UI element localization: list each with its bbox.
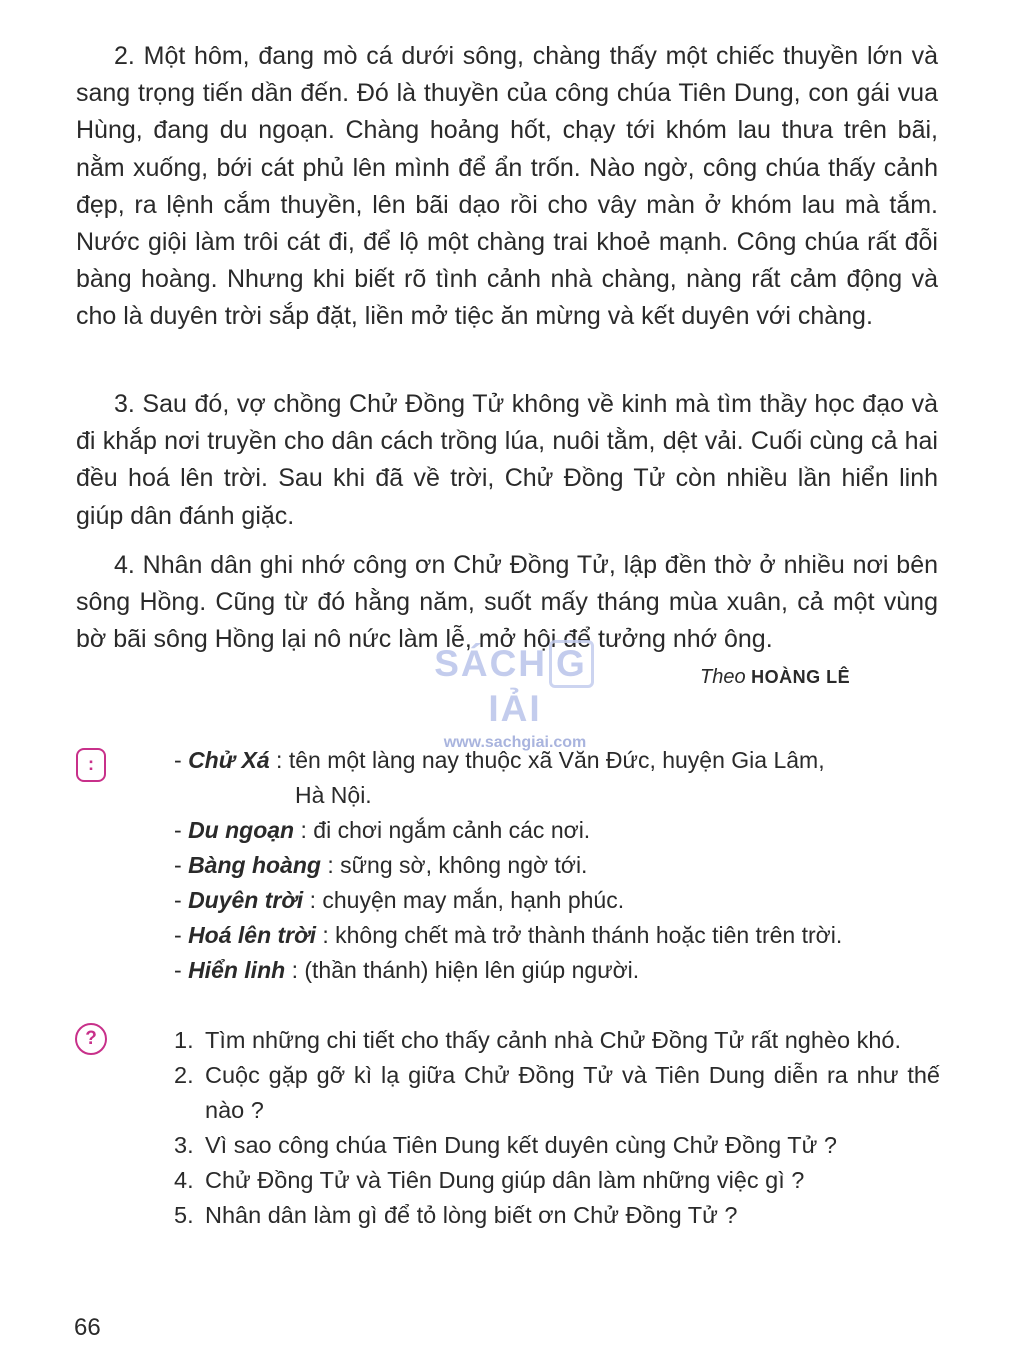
page-number: 66 bbox=[74, 1314, 101, 1341]
glossary-definition: (thần thánh) hiện lên giúp người. bbox=[304, 957, 640, 983]
glossary-item: - Hiển linh : (thần thánh) hiện lên giúp người. bbox=[174, 957, 640, 983]
glossary-term: Bàng hoàng bbox=[188, 852, 321, 878]
paragraph-text: 2. Một hôm, đang mò cá dưới sông, chàng thấy một chiếc thuyền lớn và sang trọng tiến dần đến. Đó là thuyền của công chúa Tiên Dung, con gái vua Hùng, đang du ngoạn. Chàng hoảng hốt, chạy tới khóm lau thưa trên bãi, nằm xuống, bới cát phủ lên mình để ẩn trốn. Nào ngờ, công chúa thấy cảnh đẹp, ra lệnh cắm thuyền, lên bãi dạo rồi cho vây màn ở khóm lau mà tắm. Nước giội làm trôi cát đi, để lộ một chàng trai khoẻ mạnh. Công chúa rất đỗi bàng hoàng. Nhưng khi biết rõ tình cảnh nhà chàng, nàng rất cảm động và cho là duyên trời sắp đặt, liền mở tiệc ăn mừng và kết duyên với chàng. bbox=[76, 42, 938, 331]
question-text: Vì sao công chúa Tiên Dung kết duyên cùng Chử Đồng Tử ? bbox=[205, 1132, 837, 1158]
glossary-term: Hiển linh bbox=[188, 957, 286, 983]
glossary-term: Duyên trời bbox=[188, 887, 304, 913]
watermark bbox=[410, 640, 620, 752]
question-text: Nhân dân làm gì để tỏ lòng biết ơn Chử Đồng Tử ? bbox=[205, 1202, 738, 1228]
glossary-definition: đi chơi ngắm cảnh các nơi. bbox=[313, 817, 591, 843]
question-icon: ? bbox=[75, 1023, 107, 1055]
glossary-item: - Hoá lên trời : không chết mà trở thành thánh hoặc tiên trên trời. bbox=[174, 922, 843, 948]
question-text: Tìm những chi tiết cho thấy cảnh nhà Chử Đồng Tử rất nghèo khó. bbox=[205, 1027, 902, 1053]
question-text: Cuộc gặp gỡ kì lạ giữa Chử Đồng Tử và Tiên Dung diễn ra như thế nào ? bbox=[205, 1062, 940, 1123]
question-number: 2. bbox=[174, 1062, 194, 1088]
question-item bbox=[174, 1163, 940, 1198]
watermark-logo-g: G bbox=[549, 640, 594, 688]
question-number: 1. bbox=[174, 1027, 194, 1053]
question-number: 3. bbox=[174, 1132, 194, 1158]
watermark-url: www.sachgiai.com bbox=[443, 734, 587, 751]
glossary-definition: tên một làng nay thuộc xã Văn Đức, huyện Gia Lâm, bbox=[288, 747, 825, 773]
question-text: Chử Đồng Tử và Tiên Dung giúp dân làm những việc gì ? bbox=[205, 1167, 805, 1193]
question-item bbox=[174, 1128, 940, 1163]
question-number: 5. bbox=[174, 1202, 194, 1228]
glossary-item: - Bàng hoàng : sững sờ, không ngờ tới. bbox=[174, 852, 588, 878]
paragraph-text: 3. Sau đó, vợ chồng Chử Đồng Tử không về kinh mà tìm thầy học đạo và đi khắp nơi truyền cho dân cách trồng lúa, nuôi tằm, dệt vải. Cuối cùng cả hai đều hoá lên trời. Sau khi đã về trời, Chử Đồng Tử còn nhiều lần hiển linh giúp dân đánh giặc. bbox=[76, 390, 938, 530]
credit-author: HOÀNG LÊ bbox=[751, 667, 851, 687]
story-paragraph-3 bbox=[76, 386, 938, 535]
questions-list bbox=[174, 1023, 940, 1233]
story-paragraph-2 bbox=[76, 38, 938, 336]
question-item bbox=[174, 1198, 940, 1233]
glossary-term: Du ngoạn bbox=[188, 817, 295, 843]
question-number: 4. bbox=[174, 1167, 194, 1193]
author-credit bbox=[700, 666, 850, 689]
glossary-definition: không chết mà trở thành thánh hoặc tiên trên trời. bbox=[335, 922, 843, 948]
glossary-definition: chuyện may mắn, hạnh phúc. bbox=[322, 887, 625, 913]
glossary-icon: : bbox=[76, 748, 106, 782]
glossary-item: - Duyên trời : chuyện may mắn, hạnh phúc. bbox=[174, 887, 625, 913]
watermark-logo bbox=[410, 640, 620, 730]
glossary-list bbox=[174, 743, 940, 988]
question-item bbox=[174, 1058, 940, 1128]
watermark-logo-left: SÁCH bbox=[434, 643, 548, 684]
glossary-item: - Chử Xá : tên một làng nay thuộc xã Văn Đức, huyện Gia Lâm, Hà Nội. bbox=[174, 743, 940, 813]
paragraph-text: 4. Nhân dân ghi nhớ công ơn Chử Đồng Tử, lập đền thờ ở nhiều nơi bên sông Hồng. Cũng từ đó hằng năm, suốt mấy tháng mùa xuân, cả một vùng bờ bãi sông Hồng lại nô nức làm lễ, mở hội để tưởng nhớ ông. bbox=[76, 551, 938, 654]
glossary-definition-continued: Hà Nội. bbox=[295, 782, 372, 808]
glossary-item: - Du ngoạn : đi chơi ngắm cảnh các nơi. bbox=[174, 817, 591, 843]
credit-prefix: Theo bbox=[700, 666, 746, 688]
glossary-term: Hoá lên trời bbox=[188, 922, 316, 948]
glossary-definition: sững sờ, không ngờ tới. bbox=[340, 852, 588, 878]
question-item bbox=[174, 1023, 940, 1058]
glossary-term: Chử Xá bbox=[188, 747, 270, 773]
watermark-logo-right: IẢI bbox=[488, 688, 542, 729]
